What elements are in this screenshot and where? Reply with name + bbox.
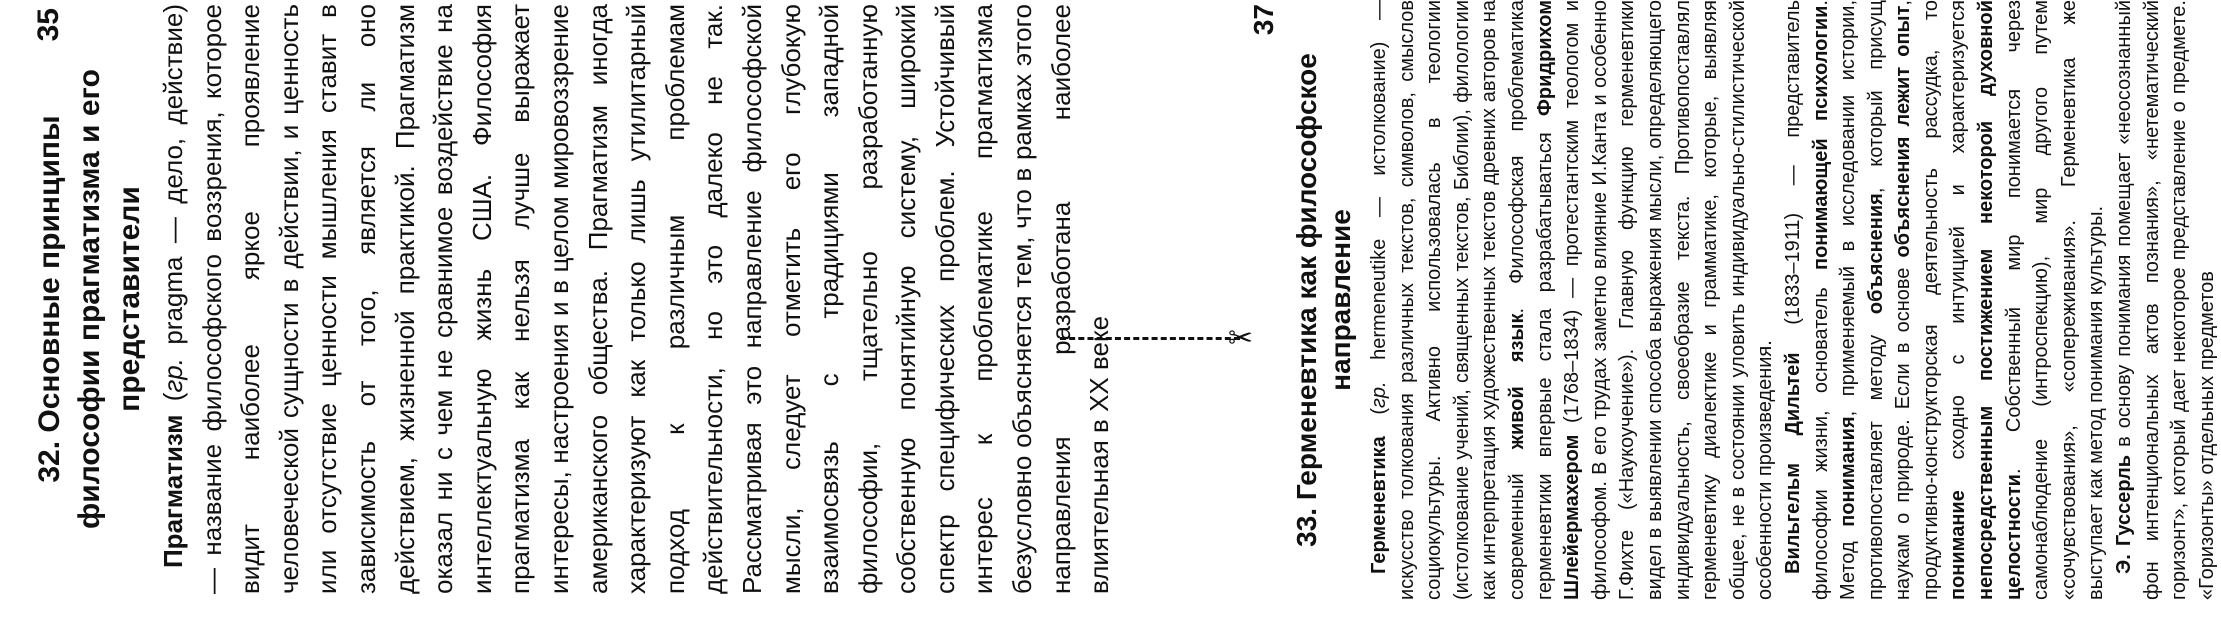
etymology: гр.: [158, 358, 188, 393]
person-name: Вильгельм Дильтей: [1781, 352, 1804, 574]
paragraph: Герменевтика (гр. hermeneutike — истолкование) — искусство толкования различных текстов, символов, смыслов социокультуры. Активно использовалась в теологии (истолкование учений, священных текстов, Библии), филологии как интерпретация художественных текстов древних авторов на современный живой язык. Философская проблематика герменевтики впервые стала разрабатываться Фридрихом Шлейермахером (1768–1834) — протестантским теологом и философом. В его трудах заметно влияние И.Канта и особенно Г.Фихте («Наукоучение»). Главную функцию герменевтики видел в выявлении способа выражения мысли, определяющего индивидуальность, своеобразие текста. Противопоставлял герменевтику диалектике и грамматике, которые, выявляя общее, не в состоянии уловить индивидуально-стилистической особенности произведения.: [1368, 0, 1777, 600]
section-heading: 32. Основные принципы философии прагматизма и его представители: [33, 69, 146, 529]
scissors-icon: ✂: [1228, 321, 1254, 356]
paragraph-text: pragma — дело, действие) — название философского воззрения, которое видит наиболее яркое проявление человеческой сущности в действии, и ценность или отсутствие ценности мышления ставит в зависимость от того, является ли оно действием, жизненной практикой. Прагматизм оказал ни с чем не сравнимое воздействие на интеллектуальную жизнь США. Философия прагматизма как нельзя лучше выражает интересы, настроения и в целом мировоззрение американского общества. Прагматизм иногда характеризуют как только лишь утилитарный подход к различным проблемам действительности, но это далеко не так. Рассматривая это направление философской мысли, следует отметить его глубокую взаимосвязь с традициями западной философии, тщательно разработанную собственную понятийную систему, широкий спектр специфических проблем. Устойчивый интерес к проблематике прагматизма безусловно объясняется тем, что в рамках этого направления разработана наиболее влиятельная в XX веке: [158, 3, 1115, 594]
person-name: Э. Гуссерль: [2113, 454, 2136, 574]
etymology: гр.: [1368, 381, 1390, 408]
term: Прагматизм: [158, 414, 188, 568]
term: Герменевтика: [1368, 436, 1390, 574]
person-name: Фридрихом Шлейермахером: [1533, 0, 1584, 600]
page-35-column: [30, 3, 1115, 594]
paragraph: Прагматизм (гр. pragma — дело, действие) — название философского воззрения, которое видит наиболее яркое проявление человеческой сущности в действии, и ценность или отсутствие ценности мышления ставит в зависимость от того, является ли оно действием, жизненной практикой. Прагматизм оказал ни с чем не сравнимое воздействие на интеллектуальную жизнь США. Философия прагматизма как нельзя лучше выражает интересы, настроения и в целом мировоззрение американского общества. Прагматизм иногда характеризуют как только лишь утилитарный подход к различным проблемам действительности, но это далеко не так. Рассматривая это направление философской мысли, следует отметить его глубокую взаимосвязь с традициями западной философии, тщательно разработанную собственную понятийную систему, широкий спектр специфических проблем. Устойчивый интерес к проблематике прагматизма безусловно объясняется тем, что в рамках этого направления разработана наиболее влиятельная в XX веке: [158, 3, 1115, 594]
paragraph: Вильгельм Дильтей (1833–1911) — представитель философии жизни, основатель понимающей психологии. Метод понимания, применяемый в исследовании истории, противопоставляет методу объяснения, который присущ наукам о природе. Если в основе объяснения лежит опыт, продуктивно-конструкторская деятельность рассудка, то понимание сходно с интуицией и характеризуется непосредственным постижением некоторой духовной целостности. Собственный мир понимается через самонаблюдение (интроспекцию), мир другого путем «сочувствования», «сопереживания». Герменевтика же выступает как метод понимания культуры.: [1781, 0, 2108, 600]
section-heading: 33. Герменевтика как философское направление: [1291, 53, 1356, 547]
page-number: 35: [32, 8, 65, 42]
page-number: 37: [1248, 4, 1279, 36]
page-37-column: [1200, 0, 2218, 600]
paragraph: Э. Гуссерль в основу понимания помещает «неосознанный фон интенциональных актов познания», «нетематический горизонт», который дает некоторое представление о предмете. «Горизонты» отдельных предметов: [2113, 0, 2218, 600]
